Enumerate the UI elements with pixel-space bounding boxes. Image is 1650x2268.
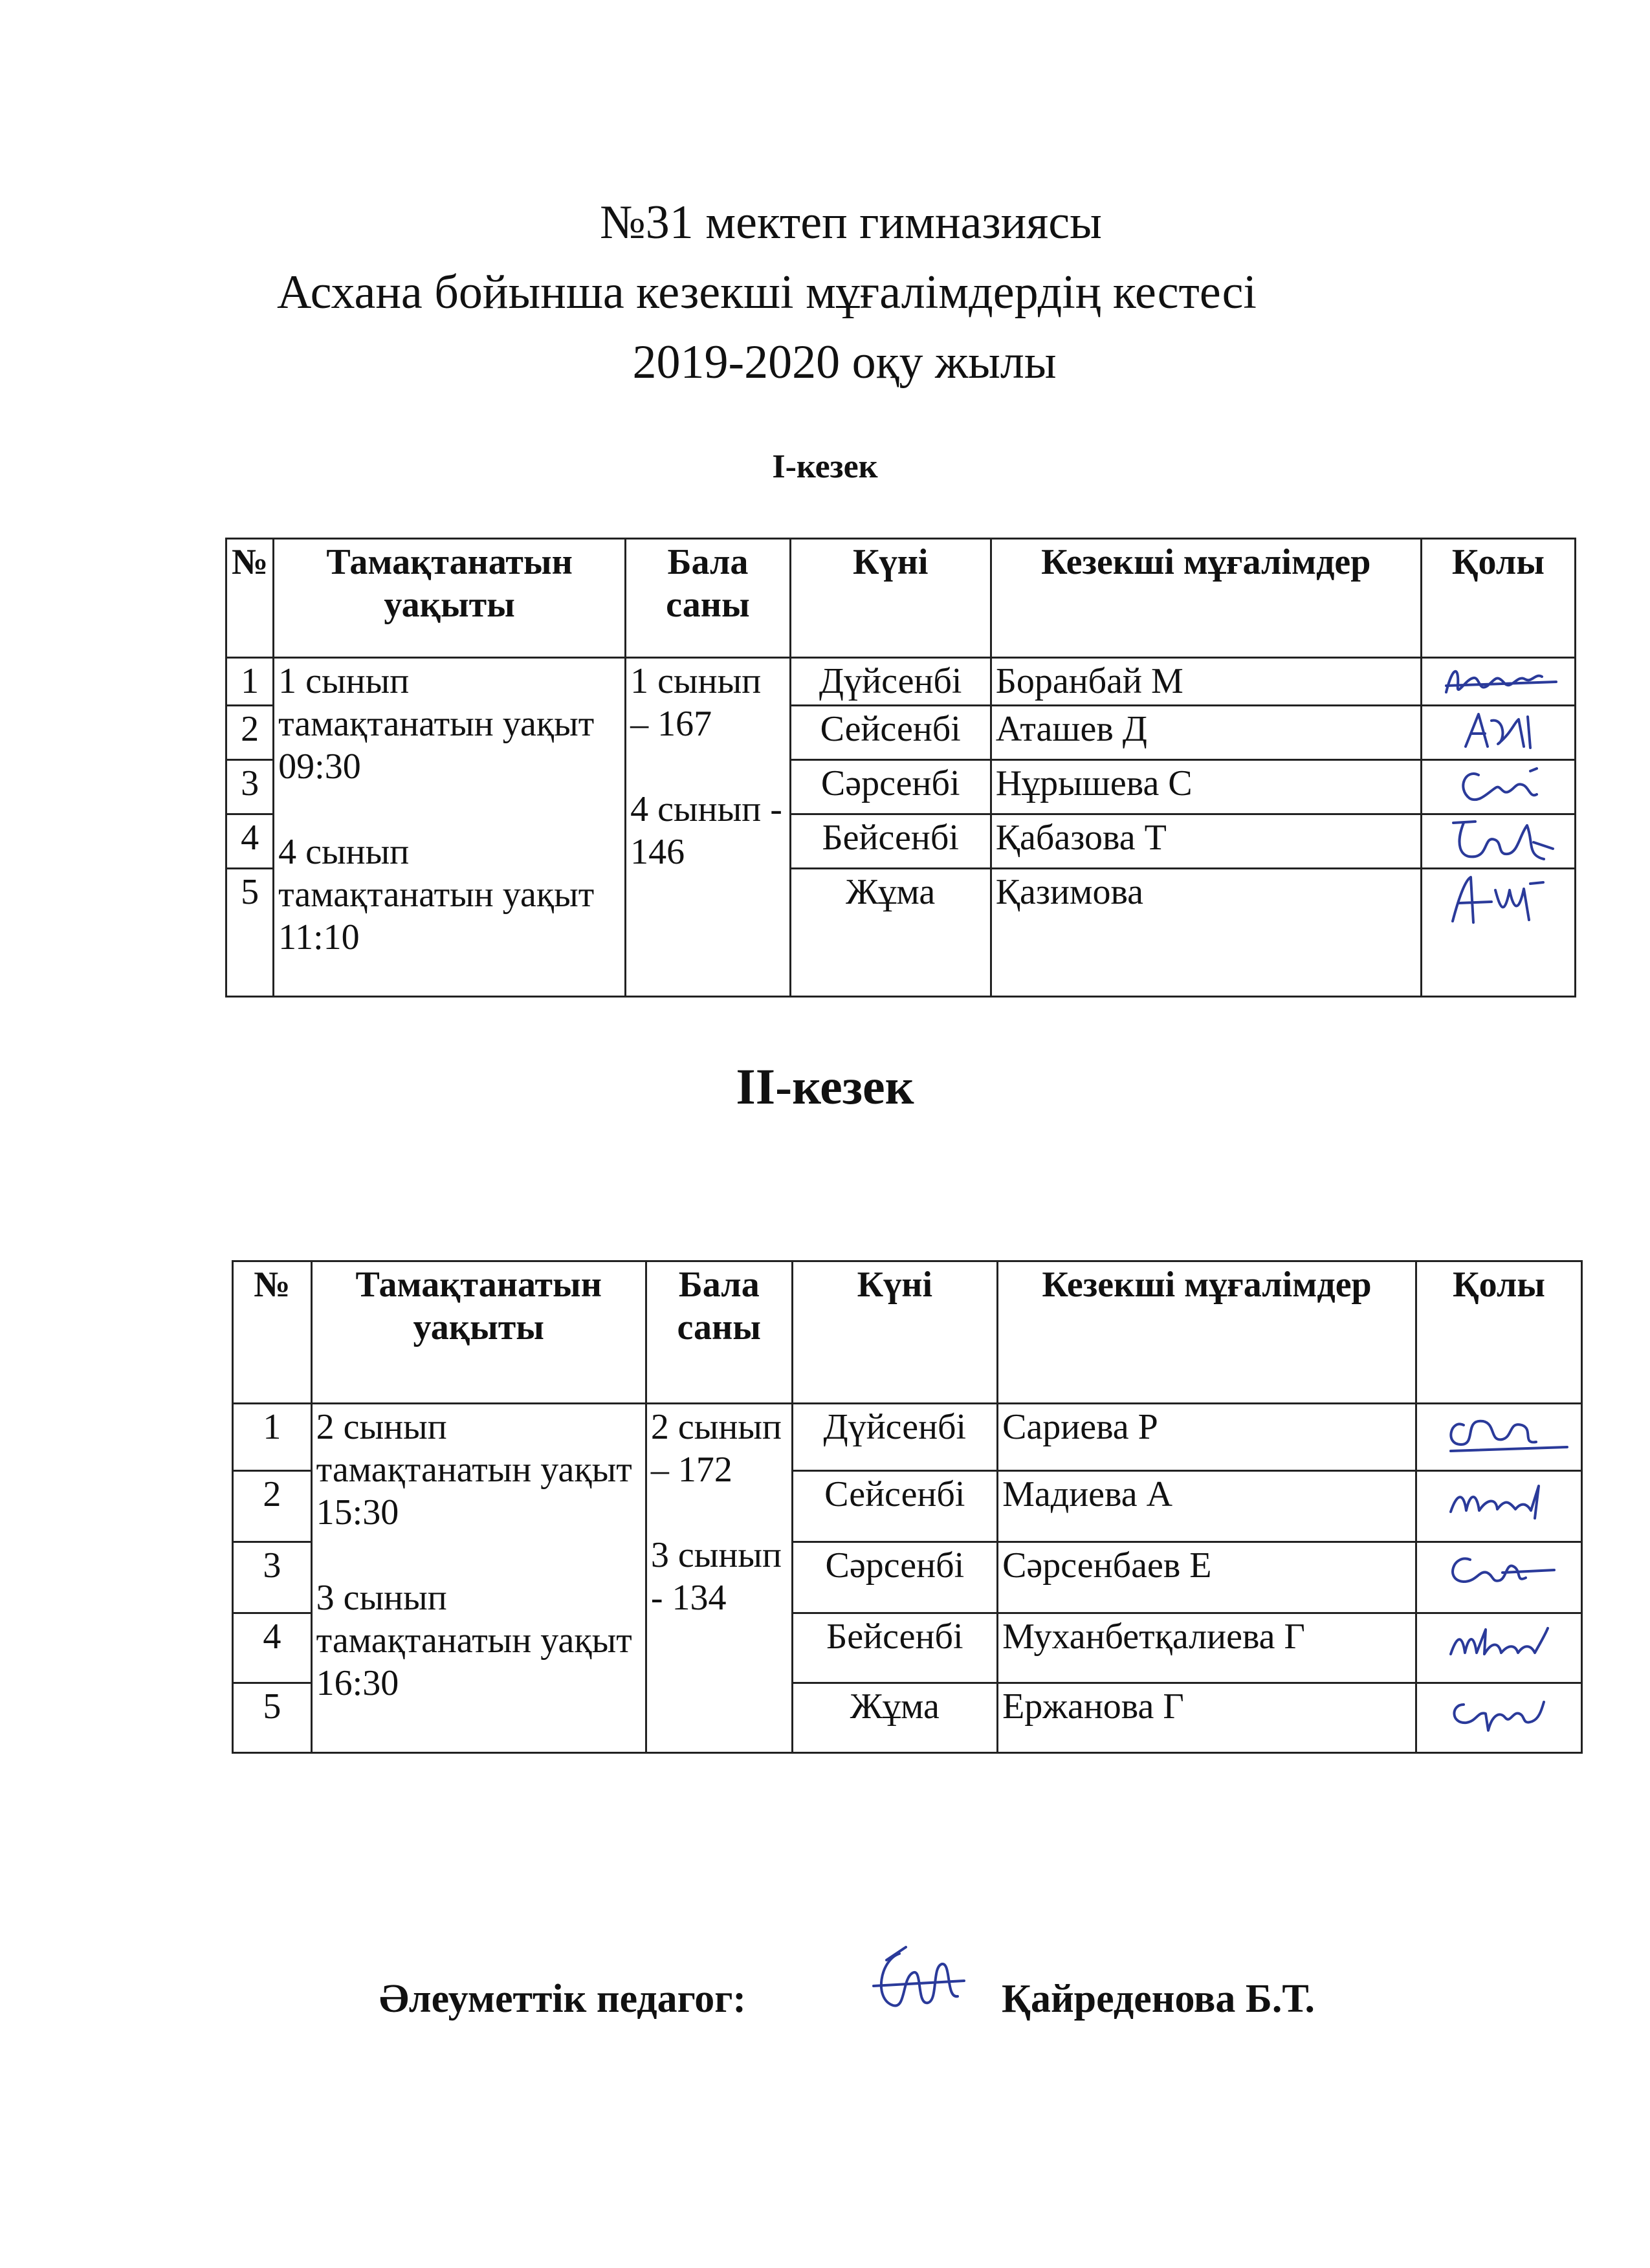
row-number: 3 [233,1542,312,1613]
column-header: Бала саны [626,539,791,658]
children-count-cell: 2 сынып – 172 3 сынып - 134 [646,1404,792,1753]
signature-cell [1421,760,1575,814]
shift-2-heading: II-кезек [736,1058,914,1115]
column-header: № [233,1261,312,1404]
document-title [0,188,1650,397]
weekday-cell: Жұма [790,869,991,997]
signature-image [1425,1615,1574,1667]
signer-role: Әлеуметтік педагог: [379,1977,747,2021]
weekday-cell: Бейсенбі [792,1613,997,1683]
table-row [233,1404,1582,1471]
column-header: Күні [790,539,991,658]
signature-image [1433,871,1563,929]
column-header: № [226,539,274,658]
teacher-name-cell: Сариева Р [998,1404,1416,1471]
signature-cell [1421,869,1575,997]
meal-time-cell: 1 сынып тамақтанатын уақыт 09:30 4 сынып тамақтанатын уақыт 11:10 [274,658,626,997]
column-header: Қолы [1416,1261,1582,1404]
signature-cell [1421,658,1575,706]
row-number: 5 [226,869,274,997]
weekday-cell: Дүйсенбі [790,658,991,706]
signer-name: Қайреденова Б.Т. [1002,1977,1315,2021]
school-year: 2019-2020 оқу жылы [632,336,1057,389]
teacher-name-cell: Аташев Д [991,706,1421,760]
row-number: 2 [233,1471,312,1542]
column-header: Күні [792,1261,997,1404]
signature-image [1425,1685,1574,1737]
schedule-title: Асхана бойынша кезекші мұғалімдердің кестесі [276,266,1257,319]
signature-cell [1416,1471,1582,1542]
signature-image [1433,708,1563,753]
signature-cell [1421,814,1575,869]
row-number: 5 [233,1683,312,1753]
weekday-cell: Жұма [792,1683,997,1753]
column-header: Қолы [1421,539,1575,658]
table-row [226,658,1576,706]
teacher-name-cell: Қабазова Т [991,814,1421,869]
table-header-row [226,539,1576,658]
signature-cell [1416,1613,1582,1683]
signature-image [1425,1544,1574,1596]
weekday-cell: Сәрсенбі [792,1542,997,1613]
signature-image [1433,660,1563,701]
shift-1-heading: I-кезек [772,448,878,485]
teacher-name-cell: Нұрышева С [991,760,1421,814]
row-number: 4 [226,814,274,869]
teacher-name-cell: Ержанова Г [998,1683,1416,1753]
column-header: Тамақтанатын уақыты [311,1261,646,1404]
weekday-cell: Сейсенбі [790,706,991,760]
weekday-cell: Сәрсенбі [790,760,991,814]
meal-time-cell: 2 сынып тамақтанатын уақыт 15:30 3 сынып тамақтанатын уақыт 16:30 [311,1404,646,1753]
signature-image [1433,762,1563,807]
signer-signature [861,1941,971,2035]
column-header: Тамақтанатын уақыты [274,539,626,658]
weekday-cell: Дүйсенбі [792,1404,997,1471]
row-number: 1 [233,1404,312,1471]
column-header: Бала саны [646,1261,792,1404]
weekday-cell: Бейсенбі [790,814,991,869]
shift-1-table [225,538,1576,998]
row-number: 3 [226,760,274,814]
row-number: 2 [226,706,274,760]
table-header-row [233,1261,1582,1404]
signature-cell [1421,706,1575,760]
row-number: 4 [233,1613,312,1683]
signature-cell [1416,1542,1582,1613]
school-name: №31 мектеп гимназиясы [600,196,1102,249]
teacher-name-cell: Сәрсенбаев Е [998,1542,1416,1613]
signature-image [1430,816,1566,866]
teacher-name-cell: Муханбетқалиева Г [998,1613,1416,1683]
weekday-cell: Сейсенбі [792,1471,997,1542]
shift-2-table [232,1260,1583,1754]
signature-cell [1416,1683,1582,1753]
signature-image [1425,1406,1574,1457]
row-number: 1 [226,658,274,706]
children-count-cell: 1 сынып – 167 4 сынып - 146 [626,658,791,997]
signature-cell [1416,1404,1582,1471]
column-header: Кезекші мұғалімдер [991,539,1421,658]
signature-image [1425,1473,1574,1525]
column-header: Кезекші мұғалімдер [998,1261,1416,1404]
teacher-name-cell: Қазимова [991,869,1421,997]
teacher-name-cell: Мадиева А [998,1471,1416,1542]
teacher-name-cell: Боранбай М [991,658,1421,706]
